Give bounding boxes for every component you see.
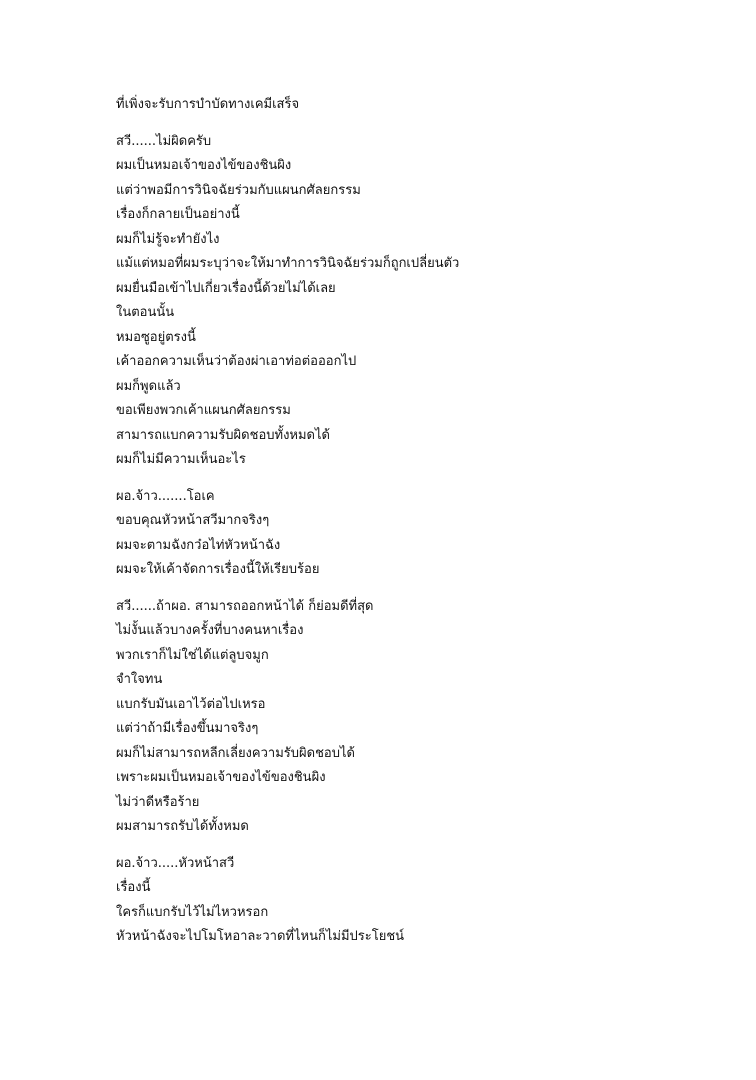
text-line: เรื่องนี้ [116, 880, 151, 895]
text-line: ผมสามารถรับได้ทั้งหมด [116, 819, 249, 834]
text-line: หัวหน้าฉังจะไปโมโหอาละวาดที่ไหนก็ไม่มีประโยชน์ [116, 929, 405, 944]
text-line: เพราะผมเป็นหมอเจ้าของไข้ของชินผิง [116, 770, 326, 785]
text-line: สวี......ถ้าผอ. สามารถออกหน้าได้ ก็ย่อมดีที่สุด [116, 598, 374, 614]
text-line: ขอบคุณหัวหน้าสวีมากจริงๆ [116, 513, 270, 528]
text-line: สามารถแบกความรับผิดชอบทั้งหมดได้ [116, 427, 330, 443]
paragraph [116, 93, 716, 118]
text-line: ที่เพิ่งจะรับการบำบัดทางเคมีเสร็จ [116, 97, 300, 112]
text-line: ผอ.จ้าว.......โอเค [116, 488, 215, 504]
text-line: ไม่ว่าดีหรือร้าย [116, 794, 200, 810]
text-line: พวกเราก็ไม่ใช่ได้แต่ลูบจมูก [116, 647, 269, 663]
text-line: ผมก็ไม่รู้จะทำยังไง [116, 231, 220, 247]
text-line: เรื่องก็กลายเป็นอย่างนี้ [116, 207, 240, 222]
paragraph [116, 852, 716, 950]
text-line: จำใจทน [116, 672, 163, 687]
paragraph-gap [116, 840, 716, 852]
text-line: ผอ.จ้าว.....หัวหน้าสวี [116, 855, 235, 871]
text-line: แต่ว่าถ้ามีเรื่องขึ้นมาจริงๆ [116, 721, 259, 736]
paragraph-gap [116, 118, 716, 130]
text-line: แม้แต่หมอที่ผมระบุว่าจะให้มาทำการวินิจฉัยร่วมก็ถูกเปลี่ยนตัว [116, 256, 460, 271]
text-line: หมอซูอยู่ตรงนี้ [116, 329, 196, 345]
text-line: แต่ว่าพอมีการวินิจฉัยร่วมกับแผนกศัลยกรรม [116, 182, 361, 198]
paragraph [116, 130, 716, 473]
text-line: ผมยื่นมือเข้าไปเกี่ยวเรื่องนี้ด้วยไม่ได้เลย [116, 280, 336, 296]
text-line: ไม่งั้นแล้วบางครั้งที่บางคนหาเรื่อง [116, 623, 304, 638]
paragraph [116, 485, 716, 583]
text-line: ผมจะให้เค้าจัดการเรื่องนี้ให้เรียบร้อย [116, 562, 320, 577]
text-line: ผมเป็นหมอเจ้าของไข้ของชินผิง [116, 158, 292, 173]
text-line: สวี......ไม่ผิดครับ [116, 133, 212, 149]
text-line: ผมก็พูดแล้ว [116, 378, 181, 394]
text-line: ผมจะตามฉังกว๋อไท่หัวหน้าฉัง [116, 537, 281, 553]
text-line: ในตอนนั้น [116, 305, 175, 320]
text-line: ขอเพียงพวกเค้าแผนกศัลยกรรม [116, 403, 291, 418]
text-line: แบกรับมันเอาไว้ต่อไปเหรอ [116, 696, 266, 712]
paragraph-gap [116, 473, 716, 485]
paragraph [116, 595, 716, 840]
paragraph-gap [116, 583, 716, 595]
text-line: เค้าออกความเห็นว่าต้องผ่าเอาท่อต่อออกไป [116, 354, 357, 369]
text-line: ใครก็แบกรับไว้ไม่ไหวหรอก [116, 904, 269, 920]
text-line: ผมก็ไม่มีความเห็นอะไร [116, 452, 246, 467]
document-body [116, 93, 716, 950]
text-line: ผมก็ไม่สามารถหลีกเลี่ยงความรับผิดชอบได้ [116, 745, 355, 761]
